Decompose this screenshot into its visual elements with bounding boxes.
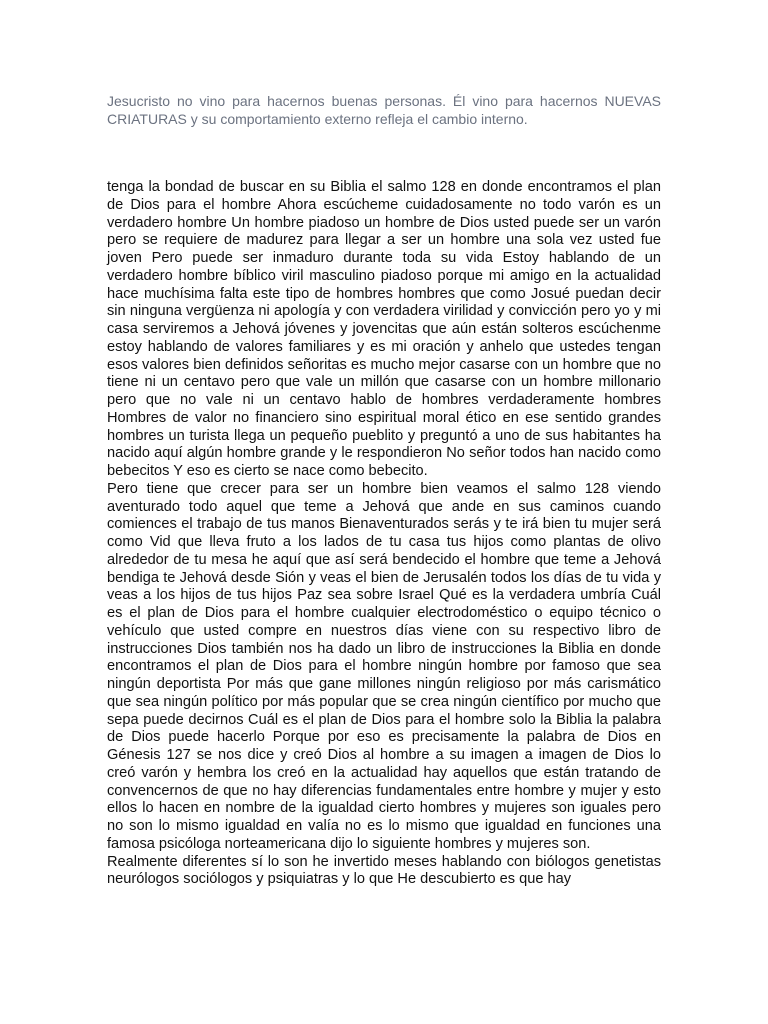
paragraph-1: tenga la bondad de buscar en su Biblia el salmo 128 en donde encontramos el plan de Dios para el hombre Ahora escúcheme cuidadosamente no todo varón es un verdadero hombre Un hombre piadoso un hombre de Dios usted puede ser un varón pero se requiere de madurez para llegar a ser un hombre una sola vez usted fue joven Pero puede ser inmaduro durante toda su vida Estoy hablando de un verdadero hombre bíblico viril masculino piadoso porque mi amigo en la actualidad hace muchísima falta este tipo de hombres hombres que como Josué puedan decir sin ninguna vergüenza ni apología y con verdadera virilidad y convicción pero yo y mi casa serviremos a Jehová jóvenes y jovencitas que aún están solteros escúchenme estoy hablando de valores familiares y es mi oración y anhelo que ustedes tengan esos valores bien definidos señoritas es mucho mejor casarse con un hombre que no tiene ni un centavo pero que vale un millón que casarse con un hombre millonario pero que no vale ni un centavo hablo de hombres verdaderamente hombres Hombres de valor no financiero sino espiritual moral ético en ese sentido grandes hombres un turista llega un pequeño pueblito y preguntó a uno de sus habitantes ha nacido aquí algún hombre grande y le respondieron No señor todos han nacido como bebecitos Y eso es cierto se nace como bebecito. [107, 179, 661, 479]
intro-quote: Jesucristo no vino para hacernos buenas personas. Él vino para hacernos NUEVAS CRIATURAS y su comportamiento externo refleja el cambio interno. [107, 93, 661, 127]
paragraph-2: Pero tiene que crecer para ser un hombre bien veamos el salmo 128 viendo aventurado todo aquel que teme a Jehová que ande en sus caminos cuando comiences el trabajo de tus manos Bienaventurados serás y te irá bien tu mujer será como Vid que lleva fruto a los lados de tu casa tus hijos como plantas de olivo alrededor de tu mesa he aquí que así será bendecido el hombre que teme a Jehová bendiga te Jehová desde Sión y veas el bien de Jerusalén todos los días de tu vida y veas a los hijos de tus hijos Paz sea sobre Israel Qué es la verdadera umbría Cuál es el plan de Dios para el hombre cualquier electrodoméstico o equipo técnico o vehículo que usted compre en nuestros días viene con su respectivo libro de instrucciones Dios también nos ha dado un libro de instrucciones la Biblia en donde encontramos el plan de Dios para el hombre ningún hombre por famoso que sea ningún deportista Por más que gane millones ningún religioso por más carismático que sea ningún político por más popular que se crea ningún científico por mucho que sepa puede decirnos Cuál es el plan de Dios para el hombre solo la Biblia la palabra de Dios puede hacerlo Porque por eso es precisamente la palabra de Dios en Génesis 127 se nos dice y creó Dios al hombre a su imagen a imagen de Dios lo creó varón y hembra los creó en la actualidad hay aquellos que están tratando de convencernos de que no hay diferencias fundamentales entre hombre y mujer y esto ellos lo hacen en nombre de la igualdad cierto hombres y mujeres son iguales pero no son lo mismo igualdad en valía no es lo mismo que igualdad en funciones una famosa psicóloga norteamericana dijo lo siguiente hombres y mujeres son. [107, 480, 661, 852]
body-text [107, 179, 661, 889]
paragraph-3: Realmente diferentes sí lo son he invertido meses hablando con biólogos genetistas neurólogos sociólogos y psiquiatras y lo que He descubierto es que hay [107, 853, 661, 888]
